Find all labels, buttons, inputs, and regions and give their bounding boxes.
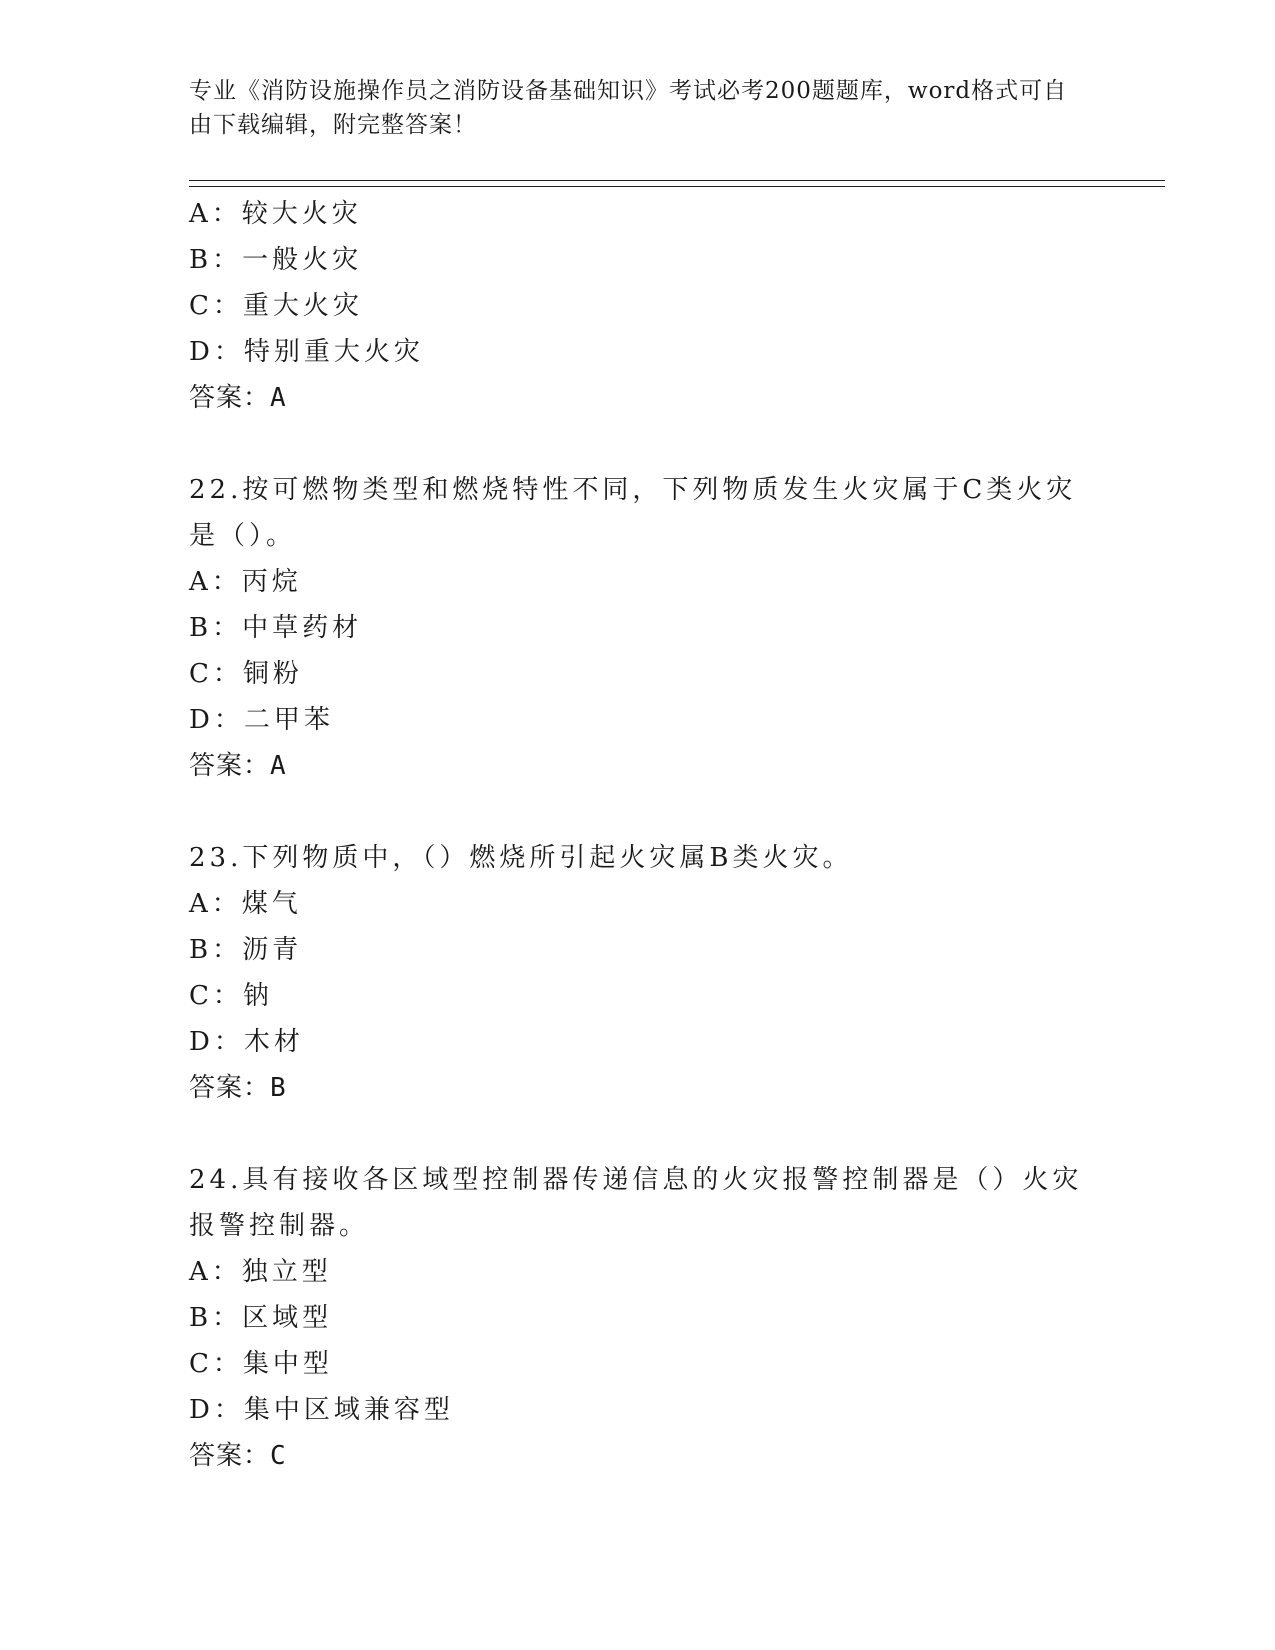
question-stem: 24.具有接收各区域型控制器传递信息的火灾报警控制器是（）火灾报警控制器。 xyxy=(189,1165,1083,1241)
option-d: D：二甲苯 xyxy=(189,705,334,735)
answer-line xyxy=(189,1433,1089,1479)
option-b: B：一般火灾 xyxy=(189,245,363,275)
header-divider-top xyxy=(189,180,1165,181)
option-d: D：特别重大火灾 xyxy=(189,337,424,367)
spacer xyxy=(189,421,1089,467)
option-c: C：钠 xyxy=(189,981,273,1011)
answer-line xyxy=(189,375,1089,421)
answer-value: A xyxy=(270,751,287,781)
question-block-23 xyxy=(189,835,1089,1111)
option-b: B：中草药材 xyxy=(189,613,363,643)
option-d: D：木材 xyxy=(189,1027,304,1057)
answer-value: A xyxy=(270,383,287,413)
header-divider-bottom xyxy=(189,186,1165,187)
answer-label: 答案： xyxy=(189,383,271,413)
answer-line xyxy=(189,1065,1089,1111)
answer-value: C xyxy=(270,1441,287,1471)
option-a: A：独立型 xyxy=(189,1257,332,1287)
question-stem: 23.下列物质中，（）燃烧所引起火灾属B类火灾。 xyxy=(189,843,853,873)
spacer xyxy=(189,789,1089,835)
answer-label: 答案： xyxy=(189,1441,271,1471)
option-a: A：较大火灾 xyxy=(189,199,362,229)
question-block-24 xyxy=(189,1157,1089,1479)
answer-label: 答案： xyxy=(189,751,271,781)
spacer xyxy=(189,1111,1089,1157)
option-c: C：集中型 xyxy=(189,1349,333,1379)
question-block-prev xyxy=(189,191,1089,421)
option-b: B：沥青 xyxy=(189,935,303,965)
document-header: 专业《消防设施操作员之消防设备基础知识》考试必考200题题库，word格式可自由下载编辑，附完整答案！ xyxy=(189,78,1068,138)
option-b: B：区域型 xyxy=(189,1303,333,1333)
option-c: C：铜粉 xyxy=(189,659,303,689)
option-a: A：丙烷 xyxy=(189,567,302,597)
answer-value: B xyxy=(270,1073,287,1103)
question-stem: 22.按可燃物类型和燃烧特性不同，下列物质发生火灾属于C类火灾是（）。 xyxy=(189,475,1077,551)
option-d: D：集中区域兼容型 xyxy=(189,1395,454,1425)
option-c: C：重大火灾 xyxy=(189,291,363,321)
question-list xyxy=(189,191,1089,1479)
answer-label: 答案： xyxy=(189,1073,271,1103)
question-block-22 xyxy=(189,467,1089,789)
option-a: A：煤气 xyxy=(189,889,302,919)
answer-line xyxy=(189,743,1089,789)
